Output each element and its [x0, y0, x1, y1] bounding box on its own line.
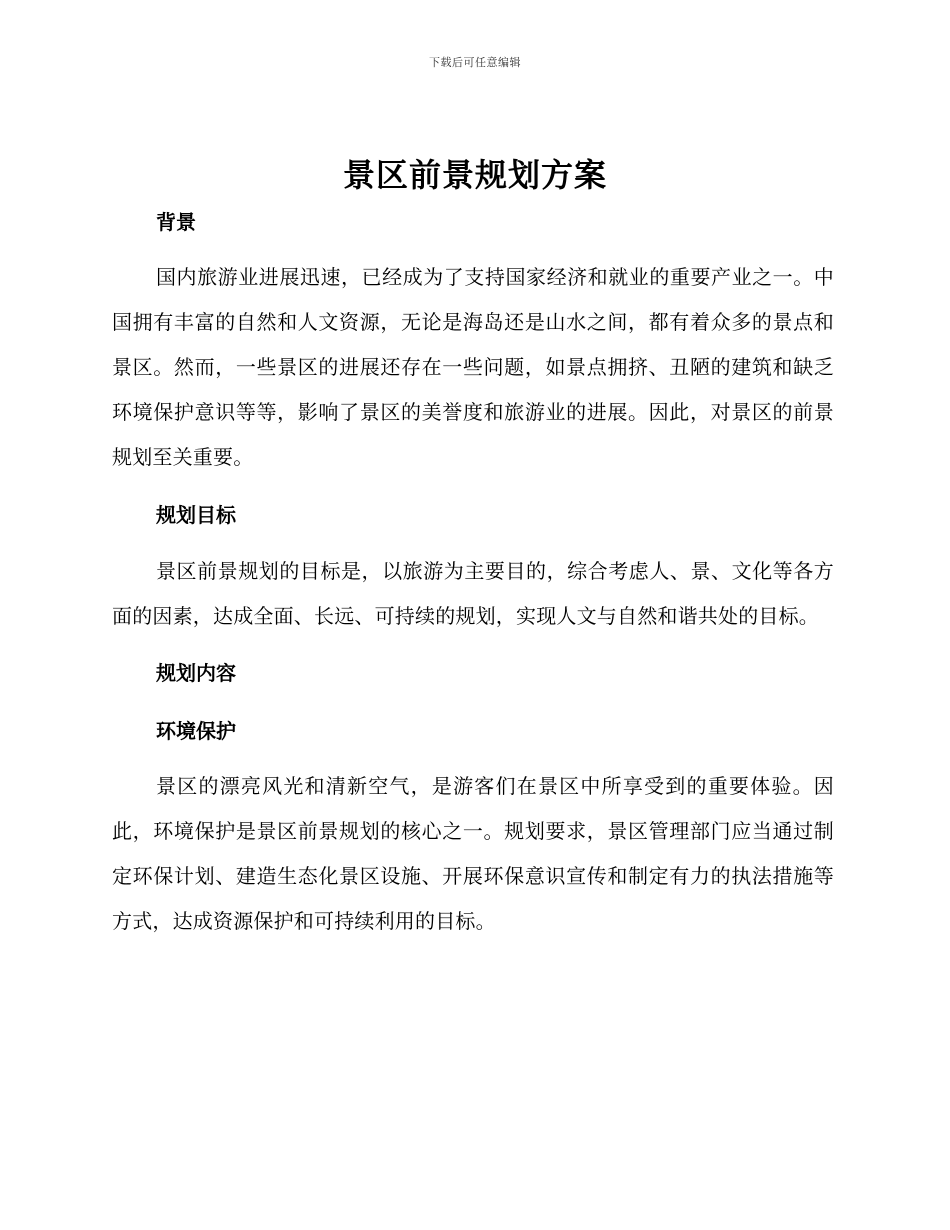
section-heading-goal: 规划目标: [156, 503, 236, 527]
section-paragraph-goal: 景区前景规划的目标是，以旅游为主要目的，综合考虑人、景、文化等各方面的因素，达成全面、长远、可持续的规划，实现人文与自然和谐共处的目标。: [112, 559, 834, 628]
section-heading-content: 规划内容: [156, 661, 236, 685]
section-paragraph-background: 国内旅游业进展迅速，已经成为了支持国家经济和就业的重要产业之一。中国拥有丰富的自然和人文资源，无论是海岛还是山水之间，都有着众多的景点和景区。然而，一些景区的进展还存在一些问题，如景点拥挤、丑陋的建筑和缺乏环境保护意识等等，影响了景区的美誉度和旅游业的进展。因此，对景区的前景规划至关重要。: [112, 265, 834, 469]
document-body: [112, 200, 834, 944]
section-paragraph-environment: 景区的漂亮风光和清新空气，是游客们在景区中所享受到的重要体验。因此，环境保护是景区前景规划的核心之一。规划要求，景区管理部门应当通过制定环保计划、建造生态化景区设施、开展环保意识宣传和制定有力的执法措施等方式，达成资源保护和可持续利用的目标。: [112, 774, 834, 933]
section-heading-environment: 环境保护: [156, 719, 236, 743]
document-title: 景区前景规划方案: [342, 156, 607, 194]
header-note: 下载后可任意编辑: [429, 56, 521, 69]
section-heading-background: 背景: [156, 210, 196, 234]
